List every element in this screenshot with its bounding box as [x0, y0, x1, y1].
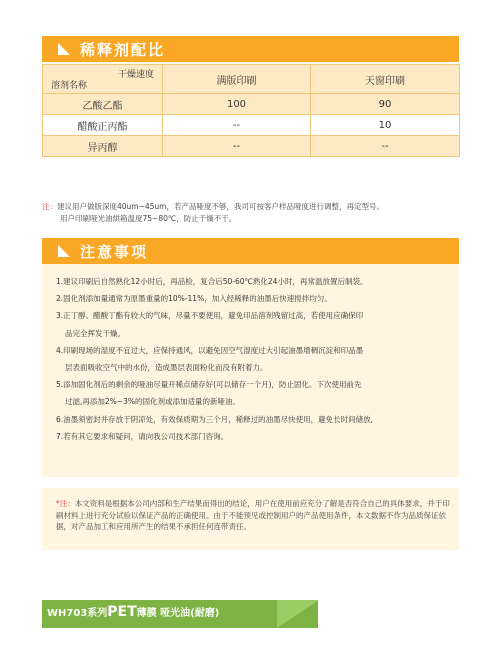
list-item: 3.正丁醇、醋酸丁酯有较大的气味，尽量不要使用，避免印品溶剂残留过高，若使用应确保印	[56, 311, 364, 321]
table-cell: 100	[163, 94, 311, 115]
note-text: 建议用户做版深度40um~45um，若产品哑度不够，我司可按客户样品哑度进行调整，再定型号。	[57, 202, 384, 211]
precautions-list	[56, 273, 461, 445]
dilution-ratio-table	[42, 64, 460, 157]
list-item: 5.添加固化剂后的剩余的哑油尽量开稀点储存好(可以储存一个月)，防止固化。下次使用前先	[56, 380, 362, 390]
solvent-name-cell: 醋酸正丙酯	[43, 115, 163, 136]
table-cell: --	[163, 136, 311, 157]
printing-note	[42, 201, 467, 225]
list-item-continuation: 过滤,再添加2%~3%的固化剂或添加适量的新哑油。	[65, 397, 240, 407]
list-item: 2.固化剂添加量通常为原墨重量的10%-11%，加入经稀释的油墨后快速搅拌均匀。	[56, 294, 332, 304]
disclaimer-body: 本文资料是根据本公司内部和生产结果而得出的结论，用户在使用前应充分了解是否符合自己的具体要求，并于印刷材料上进行充分试验以保证产品的正确使用。由于不能预见或控制用户的产品使用条件，本文数据不作为品质保证依据，对产品加工和应用所产生的结果不承担任何连带责任。	[56, 499, 450, 531]
list-item-continuation: 品完全挥发干燥。	[65, 328, 125, 338]
product-title	[47, 604, 219, 620]
triangle-icon	[58, 245, 70, 257]
table-corner-cell	[43, 65, 163, 94]
note-line-1	[42, 201, 467, 213]
triangle-icon	[58, 43, 70, 55]
solvent-name-cell: 异丙醇	[43, 136, 163, 157]
table-row	[43, 136, 460, 157]
table-row	[43, 94, 460, 115]
table-cell: 10	[311, 115, 460, 136]
disclaimer-text	[56, 498, 451, 533]
list-item: 7.若有其它要求和疑问，请向我公司技术部门咨询。	[56, 431, 229, 441]
column-header: 满版印刷	[163, 65, 311, 94]
list-item-continuation: 层表面吸收空气中的水份，造成墨层表面粉化而没有附着力。	[65, 363, 268, 373]
corner-label-solvent-name: 溶剂名称	[51, 81, 88, 91]
footer-banner-corner	[277, 600, 319, 628]
section-header-precautions	[42, 238, 459, 264]
solvent-name-cell: 乙酸乙酯	[43, 94, 163, 115]
corner-label-drying-speed: 干燥速度	[117, 70, 154, 80]
table-cell: --	[311, 136, 460, 157]
section-header-dilution	[42, 36, 459, 62]
list-item: 4.印刷现场的湿度不宜过大，应保持通风，以避免因空气湿度过大引起油墨增稠沉淀和印品墨	[56, 345, 364, 355]
section-title: 稀释剂配比	[80, 40, 166, 59]
table-cell: --	[163, 115, 311, 136]
section-title: 注意事项	[80, 242, 149, 261]
table-header-row	[43, 65, 460, 94]
disclaimer-prefix: *注：	[56, 499, 75, 508]
product-name: 薄膜 哑光油(耐磨)	[136, 608, 220, 619]
column-header: 天窗印刷	[311, 65, 460, 94]
table-row	[43, 115, 460, 136]
table-cell: 90	[311, 94, 460, 115]
list-item: 6.油墨须密封并存放于阴凉处，有效保质期为三个月，稀释过的油墨尽快使用，避免长时间储放,	[56, 414, 374, 424]
product-material: PET	[107, 604, 137, 620]
note-line-2: 用户印刷哑光油烘箱温度75~80℃，防止干燥不干。	[60, 214, 237, 223]
note-prefix: 注：	[42, 202, 57, 211]
list-item: 1.建议印刷后自然熟化12小时后，再品检，复合后50-60℃熟化24小时，再常温放置后制袋。	[56, 277, 368, 286]
product-series: WH703系列	[47, 608, 108, 619]
